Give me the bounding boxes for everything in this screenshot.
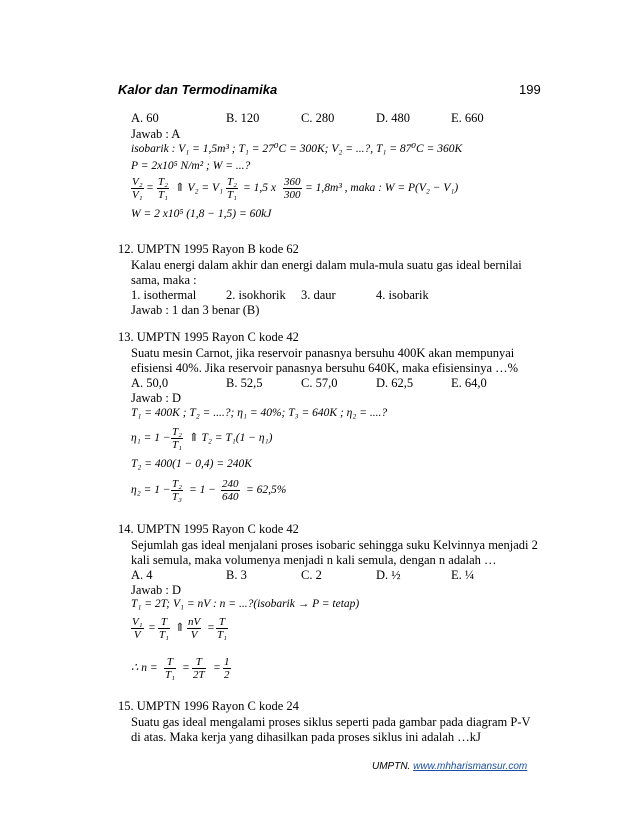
q14-option-d: D. ½ (376, 568, 401, 582)
footer-prefix: UMPTN. (372, 761, 411, 772)
q14-therefore: ∴ n = (131, 662, 158, 674)
q14-option-a: A. 4 (131, 568, 153, 582)
q14-eq3: = (182, 662, 190, 674)
q11-option-e: E. 660 (451, 111, 484, 125)
q11-result: = 1,8m³ , maka : W = P(V₂ − V₁) (305, 182, 459, 194)
q13-body-2: efisiensi 40%. Jika reservoir panasnya bersuhu 640K, maka efisiensinya …% (131, 361, 519, 375)
q13-eta2-result: = 62,5% (246, 484, 287, 496)
q13-eq-minus: = 1 − (189, 484, 217, 496)
q14-option-e: E. ¼ (451, 568, 475, 582)
q14-title: 14. UMPTN 1995 Rayon C kode 42 (118, 522, 299, 536)
q11-option-b: B. 120 (226, 111, 260, 125)
q14-eq2: = (207, 622, 215, 634)
q12-choice-3: 3. daur (301, 288, 336, 302)
q13-frac-t2t1: $\frac{\text{T₂}}{\text{T₁}}$ (172, 426, 182, 451)
q14-frac-v1v: $\frac{\text{V₁}}{V}$ (132, 616, 143, 641)
q13-title: 13. UMPTN 1995 Rayon C kode 42 (118, 330, 299, 344)
q14-frac-n2: $\frac{T}{2T}$ (193, 656, 205, 681)
q11-given: isobarik : V₁ = 1,5m³ ; T₁ = 27⁰C = 300K; V₂ = ...?, T₁ = 87⁰C = 360K (131, 143, 463, 155)
q13-t2-expr: ⇑ T₂ = T₁(1 − η₁) (189, 432, 273, 444)
q12-title: 12. UMPTN 1995 Rayon B kode 62 (118, 242, 299, 256)
q13-option-c: C. 57,0 (301, 376, 338, 390)
q15-body-2: di atas. Maka kerja yang dihasilkan pada proses siklus ini adalah …kJ (131, 730, 481, 744)
chapter-title: Kalor dan Termodinamika (118, 82, 278, 97)
q14-eq4: = (213, 662, 221, 674)
q12-body-1: Kalau energi dalam akhir dan energi dalam mula-mula suatu gas ideal bernilai (131, 258, 522, 272)
q11-option-d: D. 480 (376, 111, 411, 125)
q11-frac-v: $\frac{\text{V₂}}{\text{V₁}}$ (132, 176, 143, 201)
q13-option-e: E. 64,0 (451, 376, 487, 390)
q13-eta2-lhs: η₂ = 1 − (131, 484, 171, 496)
q13-option-b: B. 52,5 (226, 376, 263, 390)
q13-body-1: Suatu mesin Carnot, jika reservoir panasnya bersuhu 400K akan mempunyai (131, 346, 515, 360)
footer (372, 761, 527, 772)
q11-frac-t2: $\frac{\text{T₂}}{\text{T₁}}$ (227, 176, 237, 201)
q15-body-1: Suatu gas ideal mengalami proses siklus seperti pada gambar pada diagram P-V (131, 715, 531, 729)
q14-body-2: kali semula, maka volumenya menjadi n kali semula, dengan n adalah … (131, 553, 497, 567)
footer-link[interactable]: www.mhharismansur.com (413, 761, 528, 772)
q13-eta1-lhs: η₁ = 1 − (131, 432, 171, 444)
q12-choice-1: 1. isothermal (131, 288, 197, 302)
q14-body-1: Sejumlah gas ideal menjalani proses isobaric sehingga suku Kelvinnya menjadi 2 (131, 538, 538, 552)
q11-pressure: P = 2x10⁵ N/m² ; W = ...? (131, 160, 251, 172)
q11-times: = 1,5 x (243, 182, 276, 194)
q14-frac-tt1b: $\frac{T}{\text{T₁}}$ (217, 616, 227, 641)
q13-given: T₁ = 400K ; T₂ = ....?; η₁ = 40%; T₃ = 640K ; η₂ = ....? (131, 407, 388, 419)
q15-title: 15. UMPTN 1996 Rayon C kode 24 (118, 699, 299, 713)
q11-answer: Jawab : A (131, 127, 181, 141)
q11-option-c: C. 280 (301, 111, 335, 125)
q14-frac-nvv: $\frac{nV}{V}$ (188, 616, 201, 641)
q13-frac-t2t3: $\frac{\text{T₂}}{\text{T₃}}$ (172, 478, 182, 503)
q14-frac-tt1: $\frac{T}{\text{T₁}}$ (159, 616, 169, 641)
q11-implies: ⇑ V₂ = V₁ (175, 182, 224, 194)
q11-frac-t: $\frac{\text{T₂}}{\text{T₁}}$ (158, 176, 168, 201)
q13-t2-value: T₂ = 400(1 − 0,4) = 240K (131, 458, 252, 470)
q14-given: T₁ = 2T; V₁ = nV : n = ...?(isobarik → P = tetap) (131, 598, 360, 610)
page-number: 199 (519, 82, 541, 97)
q13-option-a: A. 50,0 (131, 376, 169, 390)
q13-option-d: D. 62,5 (376, 376, 414, 390)
q11-work: W = 2 x10⁵ (1,8 − 1,5) = 60kJ (131, 208, 272, 220)
q13-frac-240-640: $\frac{240}{640}$ (222, 478, 239, 503)
q14-option-b: B. 3 (226, 568, 247, 582)
q12-choice-2: 2. isokhorik (226, 288, 286, 302)
q12-choice-4: 4. isobarik (376, 288, 429, 302)
q13-answer: Jawab : D (131, 391, 181, 405)
q14-arrow: ⇑ (175, 622, 185, 634)
q12-body-2: sama, maka : (131, 273, 197, 287)
q12-answer: Jawab : 1 dan 3 benar (B) (131, 303, 260, 317)
q14-frac-half: $\frac{1}{2}$ (224, 656, 230, 681)
q14-option-c: C. 2 (301, 568, 322, 582)
q11-eq-sign: = (146, 182, 154, 194)
q14-frac-n1: $\frac{T}{\text{T₁}}$ (165, 656, 175, 681)
q14-answer: Jawab : D (131, 583, 181, 597)
q14-eq1: = (148, 622, 156, 634)
q11-option-a: A. 60 (131, 111, 159, 125)
q11-frac-num: $\frac{360}{300}$ (284, 176, 301, 201)
